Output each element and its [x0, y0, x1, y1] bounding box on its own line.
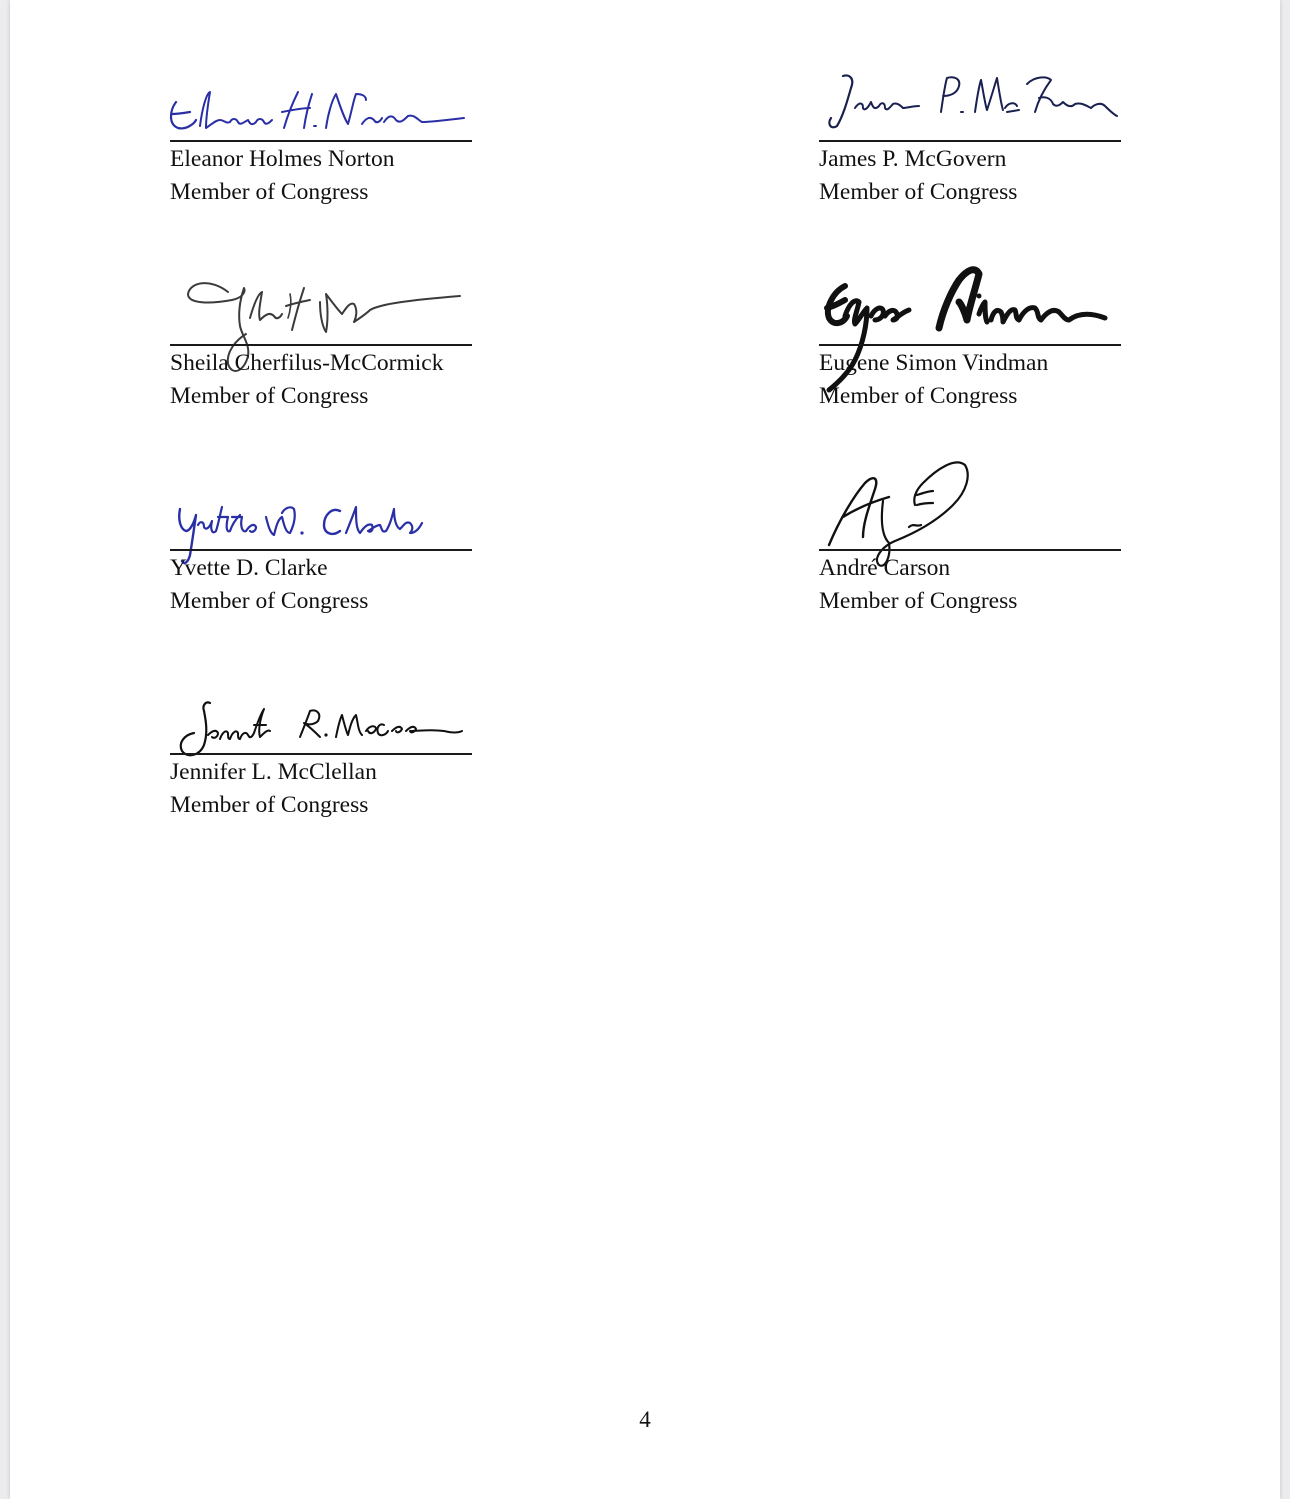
signature-block-cherfilus-mccormick — [170, 284, 472, 414]
signature-line — [170, 753, 472, 755]
signature-block-norton — [170, 80, 472, 210]
document-page — [10, 0, 1280, 1499]
signature-line — [819, 549, 1121, 551]
signature-line — [170, 140, 472, 142]
signature-block-vindman — [819, 284, 1121, 414]
signature-block-mcclellan — [170, 693, 472, 823]
signatory-name: Jennifer L. McClellan — [170, 759, 377, 785]
signatory-title: Member of Congress — [170, 179, 369, 205]
handwritten-signature-mcgovern — [819, 68, 1129, 138]
signatory-name: James P. McGovern — [819, 146, 1007, 172]
signatory-name: Sheila Cherfilus-McCormick — [170, 350, 444, 376]
signatory-name: Yvette D. Clarke — [170, 555, 328, 581]
signature-block-clarke — [170, 489, 472, 619]
signatory-name: André Carson — [819, 555, 951, 581]
signatory-title: Member of Congress — [819, 383, 1018, 409]
signature-line — [819, 344, 1121, 346]
signatory-title: Member of Congress — [170, 792, 369, 818]
signatory-title: Member of Congress — [819, 588, 1018, 614]
signature-block-mcgovern — [819, 80, 1121, 210]
signatory-title: Member of Congress — [819, 179, 1018, 205]
signatory-title: Member of Congress — [170, 588, 369, 614]
signatory-name: Eugene Simon Vindman — [819, 350, 1049, 376]
signatory-title: Member of Congress — [170, 383, 369, 409]
signature-line — [819, 140, 1121, 142]
signature-line — [170, 549, 472, 551]
signatory-name: Eleanor Holmes Norton — [170, 146, 395, 172]
signature-line — [170, 344, 472, 346]
signature-block-carson — [819, 489, 1121, 619]
handwritten-signature-vindman — [819, 250, 1129, 400]
page-number: 4 — [639, 1407, 651, 1432]
